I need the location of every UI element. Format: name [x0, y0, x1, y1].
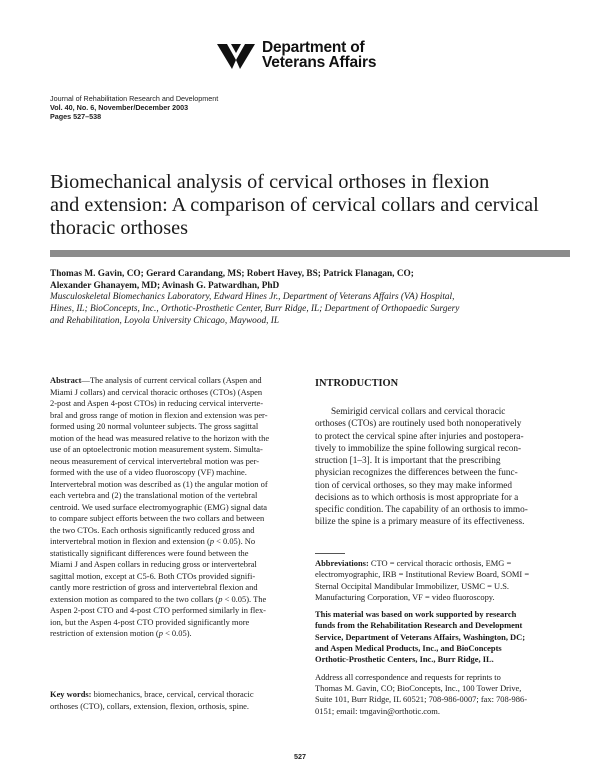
- keywords: [50, 689, 298, 712]
- keywords-line: Key words: biomechanics, brace, cervical, cervical thoracic: [50, 689, 254, 699]
- page-number: 527: [294, 752, 306, 761]
- abbrev-label: Abbreviations:: [315, 558, 369, 568]
- affiliation-line: Hines, IL; BioConcepts, Inc., Orthotic-Prosthetic Center, Burr Ridge, IL; Department of Orthopaedic Surgery: [50, 304, 460, 315]
- va-header-logo: [216, 40, 376, 70]
- footnote-rule: [315, 553, 345, 554]
- introduction-heading: INTRODUCTION: [315, 378, 399, 389]
- abstract: [50, 375, 298, 640]
- abstract-line: Aspen 2-post CTO and 4-post CTO performed similarly in flex-: [50, 605, 266, 615]
- abstract-label: Abstract: [50, 375, 82, 385]
- abstract-line: the two CTOs. Each orthosis significantly reduced gross and: [50, 524, 255, 535]
- abstract-line: motion of the head was measured relative to the horizon with the: [50, 432, 270, 443]
- intro-line: tion of cervical orthoses, so they may make informed: [315, 480, 513, 491]
- abstract-line: Intervertebral motion was described as (1) the angular motion of: [50, 478, 268, 489]
- intro-line: physician recognizes the differences between the func-: [315, 468, 518, 479]
- abstract-line: cantly more restriction of gross and intervertebral flexion and: [50, 582, 258, 592]
- author-list: [50, 268, 570, 292]
- keywords-label: Key words:: [50, 689, 92, 699]
- abstract-line: ion, but the Aspen 4-post CTO provided significantly more: [50, 616, 250, 627]
- affiliation-line: Musculoskeletal Biomechanics Laboratory, Edward Hines Jr., Department of Veterans Affairs (VA) Hospital,: [50, 292, 455, 302]
- title-line: thoracic orthoses: [50, 217, 188, 239]
- abstract-line: formed using 20 normal volunteer subjects. The gross sagittal: [50, 421, 259, 431]
- abstract-line: each vertebra and (2) the translational motion of the vertebral: [50, 490, 258, 500]
- support-line: Orthotic-Prosthetic Centers, Inc., Burr Ridge, IL.: [315, 654, 494, 665]
- intro-line: to protect the cervical spine after injuries and postopera-: [315, 431, 524, 442]
- abstract-line: use of an optoelectronic motion measurement system. Simulta-: [50, 444, 263, 454]
- intro-line: tively to immobilize the spine following surgical recon-: [315, 443, 522, 454]
- support-line: and Aspen Medical Products, Inc., and BioConcepts: [315, 643, 502, 654]
- title-line: Biomechanical analysis of cervical orthoses in flexion: [50, 171, 490, 193]
- abstract-line: restriction of extension motion (p < 0.05).: [50, 628, 192, 638]
- logo-line-2: Veterans Affairs: [262, 54, 377, 71]
- journal-pages: Pages 527–538: [50, 112, 102, 122]
- intro-line: bilize the spine is a primary measure of its effectiveness.: [315, 517, 525, 528]
- abstract-line: formed with the use of a video fluoroscopy (VF) machine.: [50, 467, 247, 477]
- abstract-line: bral and gross range of motion in flexion and extension was per-: [50, 409, 268, 420]
- keywords-line: orthoses (CTO), collars, extension, flexion, orthosis, spine.: [50, 700, 250, 711]
- article-title: [50, 171, 570, 240]
- abstract-line: 2-post and Aspen 4-post CTOs) in reducing cervical interverte-: [50, 398, 264, 408]
- address-line: Suite 101, Burr Ridge, IL 60521; 708-986-0007; fax: 708-986-: [315, 694, 528, 705]
- abstract-line: extension motion as compared to the two collars (p < 0.05). The: [50, 593, 267, 604]
- introduction-body: [315, 406, 571, 529]
- intro-line: decisions as to which orthosis is most appropriate for a: [315, 492, 519, 503]
- footnotes: [315, 558, 571, 717]
- abstract-line: sagittal motion, except at C5-6. Both CTOs provided signifi-: [50, 570, 256, 581]
- address-line: 0151; email: tmgavin@orthotic.com.: [315, 705, 440, 716]
- abbrev-line: electromyographic, IRB = Institutional Review Board, SOMI =: [315, 569, 530, 580]
- logo-line-1: Department of: [262, 39, 365, 56]
- author-line: Alexander Ghanayem, MD; Avinash G. Patwardhan, PhD: [50, 281, 280, 291]
- va-logo-icon: [216, 40, 256, 70]
- journal-title: Journal of Rehabilitation Research and Development: [50, 94, 219, 103]
- intro-line: specific condition. The capability of an orthosis to immo-: [315, 505, 528, 515]
- title-rule: [50, 250, 570, 257]
- abbrev-line: Abbreviations: CTO = cervical thoracic orthosis, EMG =: [315, 558, 512, 568]
- va-wordmark: [262, 40, 376, 70]
- journal-info: [50, 94, 218, 122]
- abstract-line: statistically significant differences were found between the: [50, 547, 249, 558]
- support-line: Service, Department of Veterans Affairs, Washington, DC;: [315, 631, 526, 642]
- address-line: Thomas M. Gavin, CO; BioConcepts, Inc., 100 Tower Drive,: [315, 682, 522, 693]
- abbrev-line: Sternal Occipital Mandibular Immobilizer, USMC = U.S.: [315, 580, 510, 591]
- abstract-line: neous measurement of cervical intervertebral motion was per-: [50, 455, 260, 466]
- affiliation-line: and Rehabilitation, Loyola University Chicago, Maywood, IL: [50, 316, 280, 327]
- abstract-line: centroid. We used surface electromyographic (EMG) signal data: [50, 501, 268, 512]
- author-line: Thomas M. Gavin, CO; Gerard Carandang, MS; Robert Havey, BS; Patrick Flanagan, CO;: [50, 269, 414, 279]
- abstract-line: to compare subject efforts between the two collars and between: [50, 513, 265, 523]
- abbrev-line: Manufacturing Corporation, VF = video fluoroscopy.: [315, 591, 495, 602]
- address-line: Address all correspondence and requests for reprints to: [315, 671, 501, 682]
- title-line: and extension: A comparison of cervical collars and cervical: [50, 194, 539, 216]
- abstract-line: intervertebral motion in flexion and extension (p < 0.05). No: [50, 536, 256, 546]
- intro-line: orthoses (CTOs) are routinely used both nonoperatively: [315, 419, 522, 430]
- support-line: funds from the Rehabilitation Research and Development: [315, 620, 523, 631]
- affiliations: [50, 291, 575, 328]
- abstract-line: Miami J and Aspen collars in reducing gross or intervertebral: [50, 559, 257, 569]
- intro-line: Semirigid cervical collars and cervical thoracic: [331, 407, 506, 417]
- intro-line: struction [1–3]. It is important that the prescribing: [315, 456, 501, 466]
- abstract-line: Abstract—The analysis of current cervical collars (Aspen and: [50, 375, 262, 385]
- support-line: This material was based on work supported by research: [315, 609, 517, 620]
- abstract-line: Miami J collars) and cervical thoracic orthoses (CTOs) (Aspen: [50, 386, 263, 397]
- journal-volume: Vol. 40, No. 6, November/December 2003: [50, 103, 189, 113]
